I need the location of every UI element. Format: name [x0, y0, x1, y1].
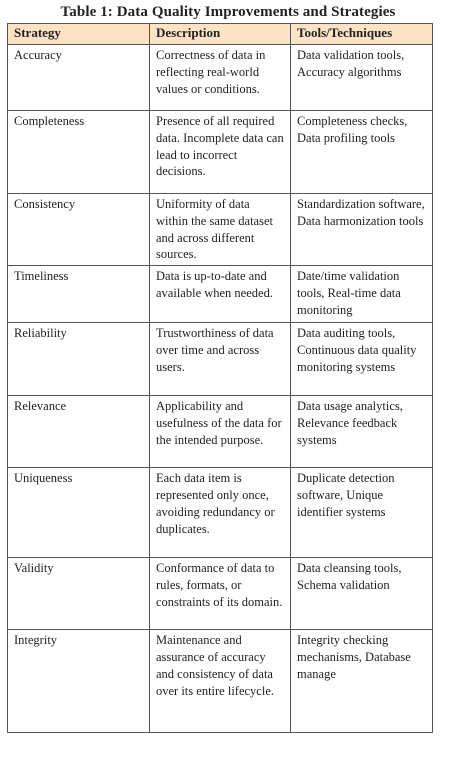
column-header-description: Description [150, 24, 291, 45]
description-cell: Correctness of data in reflecting real-world values or conditions. [150, 45, 291, 111]
tools-cell: Integrity checking mechanisms, Database manage [291, 630, 433, 733]
table-row [8, 396, 433, 468]
tools-cell: Data cleansing tools, Schema validation [291, 558, 433, 630]
description-cell: Applicability and usefulness of the data for the intended purpose. [150, 396, 291, 468]
table-row [8, 194, 433, 266]
table-row [8, 468, 433, 558]
tools-cell: Date/time validation tools, Real-time data monitoring [291, 266, 433, 323]
table-row [8, 45, 433, 111]
description-cell: Each data item is represented only once, avoiding redundancy or duplicates. [150, 468, 291, 558]
tools-cell: Data usage analytics, Relevance feedback systems [291, 396, 433, 468]
tools-cell: Standardization software, Data harmonization tools [291, 194, 433, 266]
data-quality-table [7, 23, 433, 733]
description-cell: Uniformity of data within the same dataset and across different sources. [150, 194, 291, 266]
description-cell: Data is up-to-date and available when needed. [150, 266, 291, 323]
table-row [8, 630, 433, 733]
strategy-cell: Uniqueness [8, 468, 150, 558]
strategy-cell: Timeliness [8, 266, 150, 323]
table-row [8, 266, 433, 323]
header-row [8, 24, 433, 45]
description-cell: Conformance of data to rules, formats, or constraints of its domain. [150, 558, 291, 630]
tools-cell: Data auditing tools, Continuous data quality monitoring systems [291, 323, 433, 396]
table-row [8, 111, 433, 194]
table-row [8, 323, 433, 396]
strategy-cell: Validity [8, 558, 150, 630]
strategy-cell: Integrity [8, 630, 150, 733]
table-caption: Table 1: Data Quality Improvements and Strategies [60, 4, 396, 20]
tools-cell: Data validation tools, Accuracy algorithms [291, 45, 433, 111]
description-cell: Maintenance and assurance of accuracy and consistency of data over its entire lifecycle. [150, 630, 291, 733]
tools-cell: Completeness checks, Data profiling tools [291, 111, 433, 194]
strategy-cell: Completeness [8, 111, 150, 194]
strategy-cell: Relevance [8, 396, 150, 468]
table-row [8, 558, 433, 630]
column-header-strategy: Strategy [8, 24, 150, 45]
column-header-tools: Tools/Techniques [291, 24, 433, 45]
strategy-cell: Reliability [8, 323, 150, 396]
tools-cell: Duplicate detection software, Unique identifier systems [291, 468, 433, 558]
description-cell: Presence of all required data. Incomplete data can lead to incorrect decisions. [150, 111, 291, 194]
strategy-cell: Accuracy [8, 45, 150, 111]
description-cell: Trustworthiness of data over time and across users. [150, 323, 291, 396]
strategy-cell: Consistency [8, 194, 150, 266]
